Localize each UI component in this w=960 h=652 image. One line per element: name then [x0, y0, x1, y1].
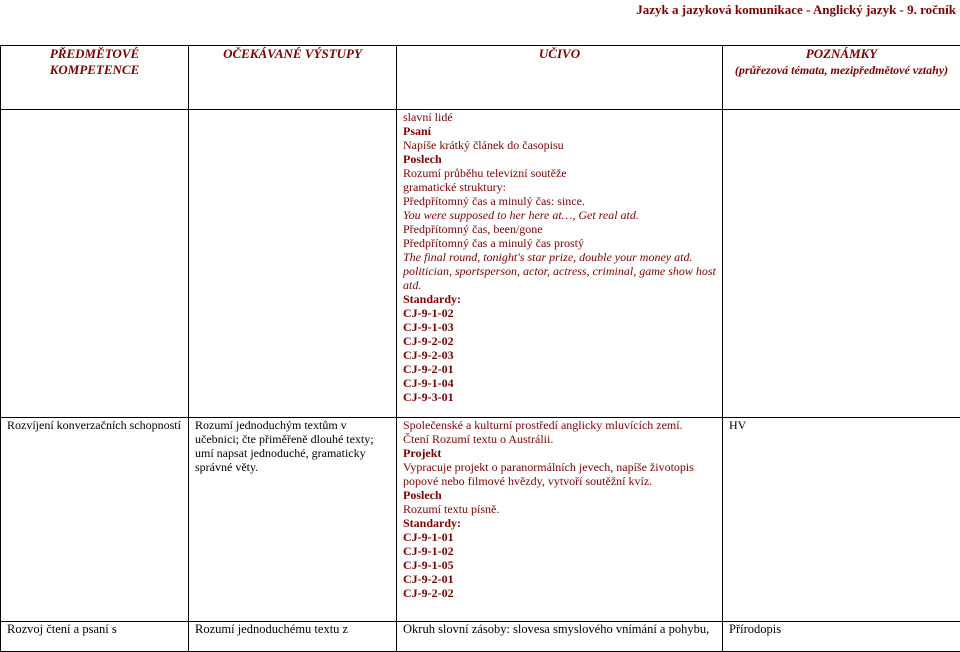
column-header-outcomes: OČEKÁVANÉ VÝSTUPY — [189, 46, 397, 110]
curriculum-line: CJ-9-1-02 — [403, 544, 716, 558]
column-header-curriculum: UČIVO — [397, 46, 723, 110]
curriculum-line: Rozumí textu písně. — [403, 502, 716, 516]
curriculum-cell — [397, 622, 723, 652]
notes-cell: Přírodopis — [723, 622, 960, 652]
curriculum-line: Předpřítomný čas a minulý čas prostý — [403, 236, 716, 250]
curriculum-line: Napíše krátký článek do časopisu — [403, 138, 716, 152]
curriculum-line: Společenské a kulturní prostředí anglicky mluvících zemí. — [403, 418, 716, 432]
curriculum-line: CJ-9-2-03 — [403, 348, 716, 362]
curriculum-line: Vypracuje projekt o paranormálních jevech, napíše životopis popové nebo filmové hvězdy, vytvoří soutěžní kvíz. — [403, 460, 716, 488]
curriculum-line: slavní lidé — [403, 110, 716, 124]
outcome-cell: Rozumí jednoduchému textu z — [189, 622, 397, 652]
outcome-cell — [189, 110, 397, 418]
column-header-notes-subtitle: (průřezová témata, mezipředmětové vztahy) — [729, 62, 954, 78]
table-row — [1, 110, 960, 418]
curriculum-line: Okruh slovní zásoby: slovesa smyslového vnímání a pohybu, — [403, 622, 716, 636]
curriculum-line: The final round, tonight's star prize, double your money atd. — [403, 250, 716, 264]
curriculum-line: gramatické struktury: — [403, 180, 716, 194]
curriculum-line: CJ-9-1-01 — [403, 530, 716, 544]
competence-cell: Rozvoj čtení a psaní s — [1, 622, 189, 652]
curriculum-line: CJ-9-2-02 — [403, 586, 716, 600]
curriculum-line: CJ-9-1-05 — [403, 558, 716, 572]
curriculum-line: Čtení Rozumí textu o Austrálii. — [403, 432, 716, 446]
curriculum-cell — [397, 110, 723, 418]
column-header-notes: POZNÁMKY (průřezová témata, mezipředmětové vztahy) — [723, 46, 960, 110]
curriculum-line: CJ-9-2-01 — [403, 572, 716, 586]
curriculum-table — [0, 45, 960, 652]
curriculum-line: politician, sportsperson, actor, actress, criminal, game show host atd. — [403, 264, 716, 292]
curriculum-line: CJ-9-1-02 — [403, 306, 716, 320]
column-header-competences: PŘEDMĚTOVÉ KOMPETENCE — [1, 46, 189, 110]
curriculum-line: Psaní — [403, 124, 716, 138]
curriculum-line: Poslech — [403, 152, 716, 166]
curriculum-line: You were supposed to her here at…, Get real atd. — [403, 208, 716, 222]
notes-cell: HV — [723, 418, 960, 622]
curriculum-line: CJ-9-2-02 — [403, 334, 716, 348]
curriculum-line: Projekt — [403, 446, 716, 460]
curriculum-line: Standardy: — [403, 516, 716, 530]
header-row — [1, 46, 960, 110]
curriculum-line: CJ-9-2-01 — [403, 362, 716, 376]
curriculum-line: Standardy: — [403, 292, 716, 306]
curriculum-line: Rozumí průběhu televizní soutěže — [403, 166, 716, 180]
curriculum-line: Poslech — [403, 488, 716, 502]
outcome-cell: Rozumí jednoduchým textům v učebnici; čte přiměřeně dlouhé texty; umí napsat jednoduché, gramaticky správné věty. — [189, 418, 397, 622]
curriculum-line: CJ-9-1-03 — [403, 320, 716, 334]
table-row — [1, 622, 960, 652]
curriculum-line: Předpřítomný čas, been/gone — [403, 222, 716, 236]
competence-cell — [1, 110, 189, 418]
curriculum-line: CJ-9-1-04 — [403, 376, 716, 390]
table-row — [1, 418, 960, 622]
document-header: Jazyk a jazyková komunikace - Anglický jazyk - 9. ročník — [0, 0, 960, 22]
competence-cell: Rozvíjení konverzačních schopností — [1, 418, 189, 622]
curriculum-line: CJ-9-3-01 — [403, 390, 716, 404]
curriculum-line: Předpřítomný čas a minulý čas: since. — [403, 194, 716, 208]
curriculum-cell — [397, 418, 723, 622]
notes-cell — [723, 110, 960, 418]
